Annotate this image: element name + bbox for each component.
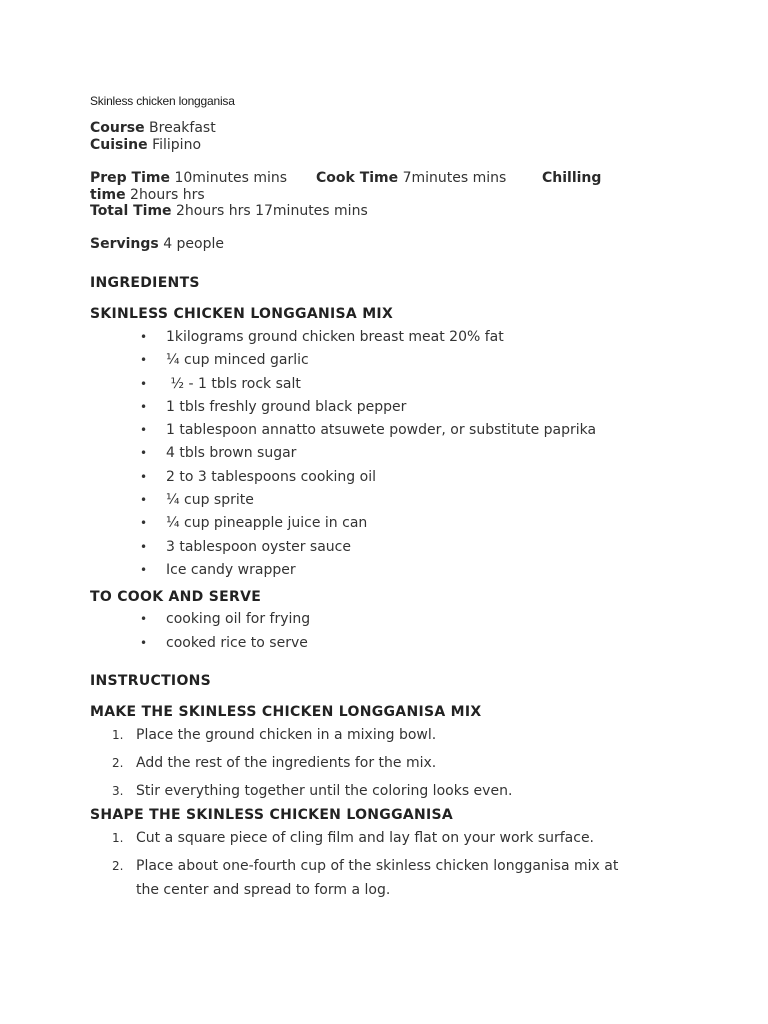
cuisine-value: Filipino	[152, 137, 202, 153]
prep-time-label: Prep Time	[90, 170, 170, 186]
make-mix-heading: MAKE THE SKINLESS CHICKEN LONGGANISA MIX	[90, 703, 482, 720]
servings-line	[90, 236, 630, 253]
document-title: Skinless chicken longganisa	[90, 94, 235, 108]
chilling-time-line	[90, 187, 630, 203]
step-number: 1.	[112, 830, 124, 845]
list-item: • ½ - 1 tbls rock salt	[90, 373, 630, 396]
list-item: • 3 tablespoon oyster sauce	[90, 536, 630, 559]
step-text: Place about one-fourth cup of the skinless chicken longganisa mix at the center and spread to form a log.	[136, 857, 619, 898]
total-time-label: Total Time	[90, 203, 172, 219]
mix-ingredients-list	[90, 326, 630, 582]
course-cuisine-block	[90, 120, 630, 154]
total-time-line	[90, 203, 630, 220]
times-block	[90, 170, 630, 220]
list-item	[90, 854, 630, 902]
step-number: 2.	[112, 755, 124, 770]
step-number: 3.	[112, 783, 124, 798]
cook-serve-heading: TO COOK AND SERVE	[90, 589, 262, 606]
list-item: • 4 tbls brown sugar	[90, 442, 630, 465]
cook-time-value: 7minutes mins	[402, 170, 507, 186]
chilling-time-value: 2hours hrs	[130, 187, 205, 203]
shape-heading: SHAPE THE SKINLESS CHICKEN LONGGANISA	[90, 806, 454, 823]
step-number: 2.	[112, 858, 124, 873]
course-value: Breakfast	[149, 120, 216, 136]
cook-serve-list	[90, 608, 630, 655]
course-line	[90, 120, 630, 137]
times-row	[90, 170, 630, 187]
step-text: Cut a square piece of cling film and lay flat on your work surface.	[136, 829, 595, 846]
list-item: • ¼ cup pineapple juice in can	[90, 512, 630, 535]
cook-time-label: Cook Time	[316, 170, 399, 186]
chilling-time-label-part1: Chilling	[542, 170, 602, 186]
total-time-value: 2hours hrs 17minutes mins	[176, 203, 368, 219]
list-item	[90, 723, 630, 747]
cuisine-label: Cuisine	[90, 137, 148, 153]
list-item	[90, 779, 630, 803]
list-item: • 1kilograms ground chicken breast meat 20% fat	[90, 326, 630, 349]
course-label: Course	[90, 120, 145, 136]
cuisine-line	[90, 137, 630, 154]
make-mix-steps	[90, 723, 630, 803]
recipe-page	[90, 94, 630, 906]
step-number: 1.	[112, 727, 124, 742]
list-item: • 1 tablespoon annatto atsuwete powder, or substitute paprika	[90, 419, 630, 442]
cook-time	[316, 170, 506, 187]
list-item: • cooked rice to serve	[90, 632, 630, 655]
shape-steps	[90, 826, 630, 902]
chilling-time-label-part2: time	[90, 187, 126, 203]
list-item: • 2 to 3 tablespoons cooking oil	[90, 466, 630, 489]
mix-ingredients-heading: SKINLESS CHICKEN LONGGANISA MIX	[90, 306, 394, 322]
step-text: Add the rest of the ingredients for the mix.	[136, 754, 437, 771]
list-item: • 1 tbls freshly ground black pepper	[90, 396, 630, 419]
servings-label: Servings	[90, 236, 159, 252]
ingredients-heading: INGREDIENTS	[90, 275, 200, 291]
list-item: • cooking oil for frying	[90, 608, 630, 631]
step-text: Stir everything together until the coloring looks even.	[136, 782, 513, 799]
list-item: • Ice candy wrapper	[90, 559, 630, 582]
step-text: Place the ground chicken in a mixing bowl.	[136, 726, 437, 743]
servings-value: 4 people	[163, 236, 224, 252]
list-item: • ¼ cup sprite	[90, 489, 630, 512]
list-item	[90, 751, 630, 775]
instructions-heading: INSTRUCTIONS	[90, 672, 212, 689]
prep-time-value: 10minutes mins	[174, 170, 288, 186]
list-item: • ¼ cup minced garlic	[90, 349, 630, 372]
prep-time	[90, 170, 287, 186]
list-item	[90, 826, 630, 850]
